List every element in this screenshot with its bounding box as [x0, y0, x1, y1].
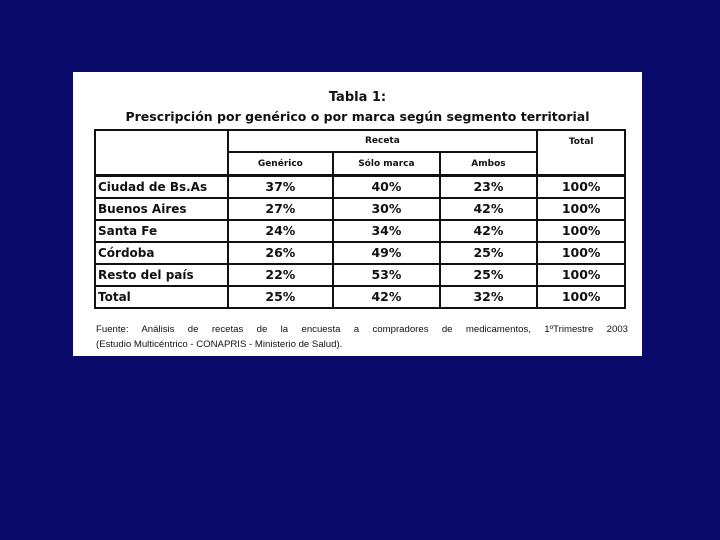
cell-generico: 24% [228, 220, 334, 242]
header-row-columns [95, 152, 625, 176]
cell-ambos: 42% [440, 220, 538, 242]
row-label: Ciudad de Bs.As [95, 176, 228, 199]
cell-ambos: 32% [440, 286, 538, 308]
header-ambos: Ambos [440, 152, 538, 176]
cell-total: 100% [537, 242, 625, 264]
cell-total: 100% [537, 286, 625, 308]
table-panel [73, 72, 642, 356]
row-label: Resto del país [95, 264, 228, 286]
cell-generico: 25% [228, 286, 334, 308]
cell-generico: 37% [228, 176, 334, 199]
cell-solo-marca: 53% [333, 264, 440, 286]
header-solo-marca: Sólo marca [333, 152, 440, 176]
table-subtitle: Prescripción por genérico o por marca según segmento territorial [125, 109, 590, 124]
cell-ambos: 25% [440, 242, 538, 264]
table-row [95, 264, 625, 286]
table-row [95, 220, 625, 242]
cell-generico: 27% [228, 198, 334, 220]
table-row [95, 198, 625, 220]
cell-solo-marca: 34% [333, 220, 440, 242]
cell-total: 100% [537, 264, 625, 286]
cell-ambos: 42% [440, 198, 538, 220]
cell-total: 100% [537, 198, 625, 220]
table-row [95, 176, 625, 199]
prescription-table [94, 129, 626, 309]
cell-generico: 26% [228, 242, 334, 264]
cell-solo-marca: 40% [333, 176, 440, 199]
row-label: Buenos Aires [95, 198, 228, 220]
cell-total: 100% [537, 176, 625, 199]
source-line-2: (Estudio Multicéntrico - CONAPRIS - Ministerio de Salud). [96, 339, 343, 350]
header-receta: Receta [228, 130, 538, 152]
cell-solo-marca: 42% [333, 286, 440, 308]
header-total-lower [537, 152, 625, 176]
row-label: Total [95, 286, 228, 308]
header-total: Total [537, 130, 625, 152]
source-line-1: Fuente: Análisis de recetas de la encuesta a compradores de medicamentos, 1ºTrimestre 2003 [96, 324, 628, 335]
table-title: Tabla 1: [328, 90, 387, 105]
table-row-total [95, 286, 625, 308]
cell-solo-marca: 30% [333, 198, 440, 220]
cell-total: 100% [537, 220, 625, 242]
cell-ambos: 23% [440, 176, 538, 199]
header-corner [95, 130, 228, 152]
source-note [96, 322, 628, 352]
row-label: Córdoba [95, 242, 228, 264]
cell-generico: 22% [228, 264, 334, 286]
header-corner-lower [95, 152, 228, 176]
header-row-group [95, 130, 625, 152]
cell-solo-marca: 49% [333, 242, 440, 264]
table-row [95, 242, 625, 264]
row-label: Santa Fe [95, 220, 228, 242]
cell-ambos: 25% [440, 264, 538, 286]
header-generico: Genérico [228, 152, 334, 176]
